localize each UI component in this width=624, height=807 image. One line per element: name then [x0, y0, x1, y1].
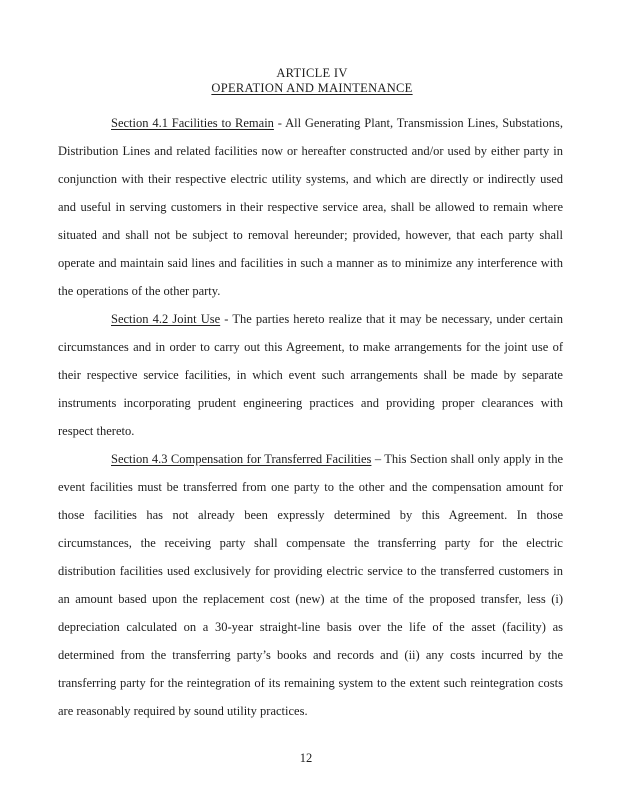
section-4-1-heading: Section 4.1 Facilities to Remain — [111, 116, 274, 130]
section-4-2-text: - The parties hereto realize that it may be necessary, under certain circumstances and in order to carry out this Agreement, to make arrangements for the joint use of their respective service facilities, in which event such arrangements shall be made by separate instruments incorporating prudent engineering practices and providing proper clearances with respect thereto. — [58, 312, 564, 438]
document-body — [58, 109, 563, 725]
document-title-block — [0, 0, 624, 96]
page-number: 12 — [299, 751, 313, 765]
section-4-3-paragraph — [58, 445, 563, 725]
article-subject-heading: OPERATION AND MAINTENANCE — [211, 81, 413, 95]
article-number-heading: ARTICLE IV — [276, 66, 348, 80]
section-4-1-text: - All Generating Plant, Transmission Lines, Substations, Distribution Lines and related facilities now or hereafter constructed and/or used by either party in conjunction with their respective electric utility systems, and which are directly or indirectly used and useful in serving customers in their respective service area, shall be allowed to remain where situated and shall not be subject to removal hereunder; provided, however, that each party shall operate and maintain said lines and facilities in such a manner as to minimize any interference with the operations of the other party. — [58, 116, 563, 298]
section-4-2-heading: Section 4.2 Joint Use — [111, 312, 221, 326]
section-4-1-paragraph — [58, 109, 563, 305]
section-4-2-paragraph — [58, 305, 563, 445]
section-4-3-heading: Section 4.3 Compensation for Transferred Facilities — [111, 452, 372, 466]
section-4-3-text: – This Section shall only apply in the event facilities must be transferred from one party to the other and the compensation amount for those facilities has not already been expressly determined by this Agreement. In those circumstances, the receiving party shall compensate the transferring party for the electric distribution facilities used exclusively for providing electric service to the transferred customers in an amount based upon the replacement cost (new) at the time of the proposed transfer, less (i) depreciation calculated on a 30-year straight-line basis over the life of the asset (facility) as determined from the transferring party’s books and records and (ii) any costs incurred by the transferring party for the reintegration of its remaining system to the extent such reintegration costs are reasonably required by sound utility practices. — [58, 452, 563, 718]
